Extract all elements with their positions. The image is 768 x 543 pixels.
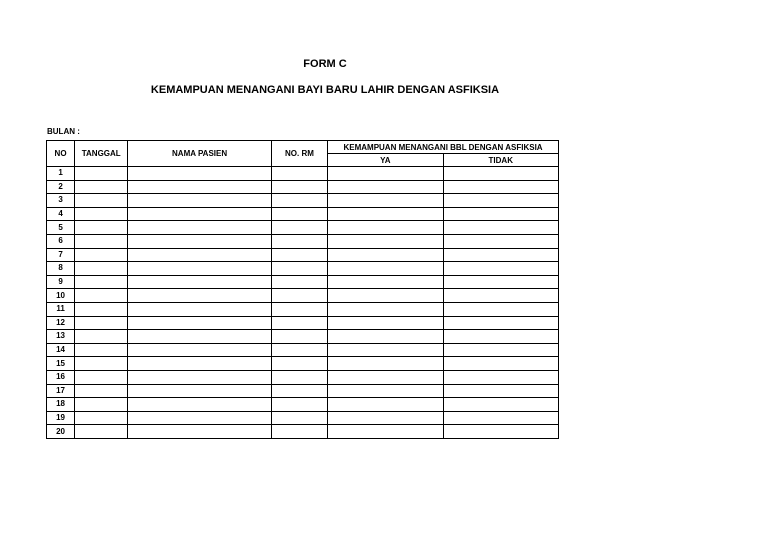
medical-record-cell[interactable] [271,248,327,262]
yes-cell[interactable] [328,275,443,289]
table-row [47,262,559,276]
yes-cell[interactable] [328,343,443,357]
medical-record-cell[interactable] [271,330,327,344]
yes-cell[interactable] [328,180,443,194]
no-answer-cell[interactable] [443,398,558,412]
yes-cell[interactable] [328,302,443,316]
yes-cell[interactable] [328,316,443,330]
no-answer-cell[interactable] [443,180,558,194]
patient-name-cell[interactable] [128,425,272,439]
yes-cell[interactable] [328,234,443,248]
row-number: 1 [47,167,75,181]
table-row [47,180,559,194]
row-number: 12 [47,316,75,330]
date-cell[interactable] [75,302,128,316]
no-answer-cell[interactable] [443,221,558,235]
no-answer-cell[interactable] [443,384,558,398]
row-number: 13 [47,330,75,344]
patient-name-cell[interactable] [128,330,272,344]
date-cell[interactable] [75,370,128,384]
table-row [47,248,559,262]
yes-cell[interactable] [328,425,443,439]
table-row [47,221,559,235]
row-number: 17 [47,384,75,398]
patient-name-cell[interactable] [128,180,272,194]
row-number: 9 [47,275,75,289]
table-row [47,194,559,208]
table-row [47,398,559,412]
table-row [47,357,559,371]
row-number: 18 [47,398,75,412]
date-cell[interactable] [75,330,128,344]
patient-name-cell[interactable] [128,316,272,330]
date-cell[interactable] [75,384,128,398]
row-number: 4 [47,207,75,221]
patient-name-cell[interactable] [128,167,272,181]
medical-record-cell[interactable] [271,275,327,289]
no-answer-cell[interactable] [443,275,558,289]
medical-record-cell[interactable] [271,180,327,194]
no-answer-cell[interactable] [443,370,558,384]
row-number: 19 [47,411,75,425]
row-number: 5 [47,221,75,235]
medical-record-cell[interactable] [271,207,327,221]
patient-name-cell[interactable] [128,384,272,398]
date-cell[interactable] [75,316,128,330]
date-cell[interactable] [75,167,128,181]
yes-cell[interactable] [328,207,443,221]
month-label: BULAN : [47,127,80,136]
row-number: 6 [47,234,75,248]
date-cell[interactable] [75,289,128,303]
date-cell[interactable] [75,180,128,194]
yes-cell[interactable] [328,330,443,344]
medical-record-cell[interactable] [271,425,327,439]
table-row [47,411,559,425]
patient-name-cell[interactable] [128,275,272,289]
medical-record-cell[interactable] [271,289,327,303]
header-date: TANGGAL [75,141,128,167]
table-row [47,330,559,344]
table-body [47,167,559,439]
no-answer-cell[interactable] [443,248,558,262]
form-subtitle: KEMAMPUAN MENANGANI BAYI BARU LAHIR DENGAN ASFIKSIA [150,84,500,96]
patient-name-cell[interactable] [128,234,272,248]
date-cell[interactable] [75,275,128,289]
date-cell[interactable] [75,221,128,235]
header-patient-name: NAMA PASIEN [128,141,272,167]
table-row [47,343,559,357]
yes-cell[interactable] [328,411,443,425]
row-number: 2 [47,180,75,194]
table-row [47,289,559,303]
no-answer-cell[interactable] [443,167,558,181]
row-number: 14 [47,343,75,357]
table-row [47,234,559,248]
no-answer-cell[interactable] [443,357,558,371]
date-cell[interactable] [75,207,128,221]
yes-cell[interactable] [328,167,443,181]
date-cell[interactable] [75,234,128,248]
table-row [47,167,559,181]
medical-record-cell[interactable] [271,167,327,181]
medical-record-cell[interactable] [271,384,327,398]
patient-name-cell[interactable] [128,248,272,262]
row-number: 20 [47,425,75,439]
row-number: 16 [47,370,75,384]
header-medical-record: NO. RM [271,141,327,167]
table-row [47,207,559,221]
yes-cell[interactable] [328,370,443,384]
no-answer-cell[interactable] [443,262,558,276]
medical-record-cell[interactable] [271,262,327,276]
medical-record-cell[interactable] [271,343,327,357]
medical-record-cell[interactable] [271,411,327,425]
date-cell[interactable] [75,357,128,371]
yes-cell[interactable] [328,262,443,276]
date-cell[interactable] [75,411,128,425]
medical-record-cell[interactable] [271,370,327,384]
date-cell[interactable] [75,194,128,208]
date-cell[interactable] [75,262,128,276]
patient-name-cell[interactable] [128,262,272,276]
form-title: FORM C [303,58,347,70]
yes-cell[interactable] [328,221,443,235]
no-answer-cell[interactable] [443,302,558,316]
patient-name-cell[interactable] [128,194,272,208]
table-row [47,425,559,439]
header-no-answer: TIDAK [443,154,558,167]
patient-name-cell[interactable] [128,343,272,357]
patient-name-cell[interactable] [128,302,272,316]
medical-record-cell[interactable] [271,234,327,248]
date-cell[interactable] [75,343,128,357]
row-number: 3 [47,194,75,208]
row-number: 8 [47,262,75,276]
header-ability-group: KEMAMPUAN MENANGANI BBL DENGAN ASFIKSIA [328,141,559,154]
patient-name-cell[interactable] [128,370,272,384]
table-row [47,302,559,316]
no-answer-cell[interactable] [443,207,558,221]
yes-cell[interactable] [328,248,443,262]
row-number: 7 [47,248,75,262]
no-answer-cell[interactable] [443,330,558,344]
no-answer-cell[interactable] [443,316,558,330]
no-answer-cell[interactable] [443,234,558,248]
table-row [47,275,559,289]
patient-form-table [46,140,559,439]
patient-name-cell[interactable] [128,221,272,235]
yes-cell[interactable] [328,289,443,303]
date-cell[interactable] [75,425,128,439]
yes-cell[interactable] [328,384,443,398]
date-cell[interactable] [75,248,128,262]
no-answer-cell[interactable] [443,343,558,357]
no-answer-cell[interactable] [443,289,558,303]
medical-record-cell[interactable] [271,316,327,330]
yes-cell[interactable] [328,357,443,371]
date-cell[interactable] [75,398,128,412]
medical-record-cell[interactable] [271,357,327,371]
header-yes: YA [328,154,443,167]
no-answer-cell[interactable] [443,194,558,208]
row-number: 10 [47,289,75,303]
table-row [47,316,559,330]
row-number: 15 [47,357,75,371]
medical-record-cell[interactable] [271,302,327,316]
table-row [47,370,559,384]
row-number: 11 [47,302,75,316]
patient-name-cell[interactable] [128,357,272,371]
header-no: NO [47,141,75,167]
table-row [47,384,559,398]
patient-name-cell[interactable] [128,207,272,221]
yes-cell[interactable] [328,194,443,208]
no-answer-cell[interactable] [443,411,558,425]
medical-record-cell[interactable] [271,398,327,412]
yes-cell[interactable] [328,398,443,412]
patient-name-cell[interactable] [128,289,272,303]
patient-name-cell[interactable] [128,398,272,412]
no-answer-cell[interactable] [443,425,558,439]
patient-name-cell[interactable] [128,411,272,425]
medical-record-cell[interactable] [271,194,327,208]
medical-record-cell[interactable] [271,221,327,235]
